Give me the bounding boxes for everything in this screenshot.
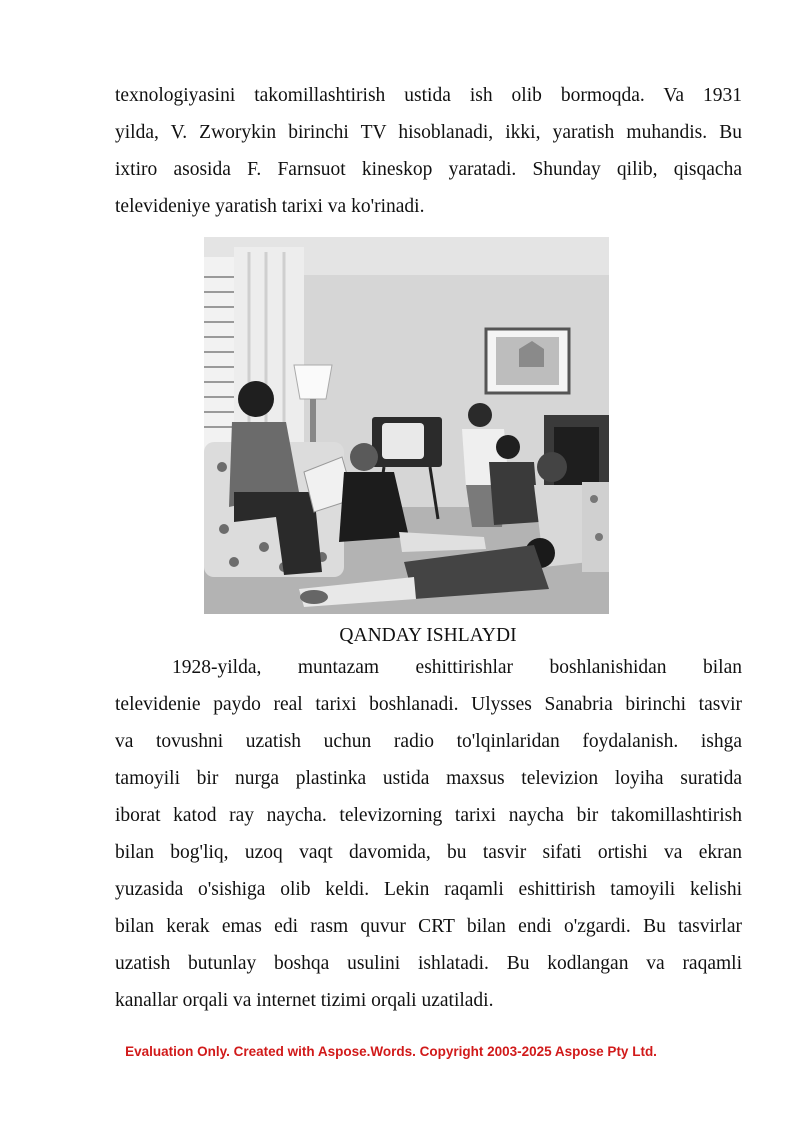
family-watching-television-photo xyxy=(204,237,609,614)
text-line: ixtiro asosida F. Farnsuot kineskop yaratadi. Shunday qilib, qisqacha xyxy=(115,159,742,180)
text-line: bilan bog'liq, uzoq vaqt davomida, bu tasvir sifati ortishi va ekran xyxy=(115,842,742,863)
text-line: 1928-yilda, muntazam eshittirishlar boshlanishidan bilan xyxy=(172,657,742,678)
text-line: bilan kerak emas edi rasm quvur CRT bilan endi o'zgardi. Bu tasvirlar xyxy=(115,916,742,937)
text-line: tamoyili bir nurga plastinka ustida maxsus televizion loyiha suratida xyxy=(115,768,742,789)
text-line: kanallar orqali va internet tizimi orqali uzatiladi. xyxy=(115,990,494,1011)
text-line: va tovushni uzatish uchun radio to'lqinlaridan foydalanish. ishga xyxy=(115,731,742,752)
text-line: yuzasida o'sishiga olib keldi. Lekin raqamli eshittirish tamoyili kelishi xyxy=(115,879,742,900)
text-line: iborat katod ray naycha. televizorning tarixi naycha bir takomillashtirish xyxy=(115,805,742,826)
text-line: televideniye yaratish tarixi va ko'rinadi. xyxy=(115,196,425,217)
evaluation-watermark: Evaluation Only. Created with Aspose.Words. Copyright 2003-2025 Aspose Pty Ltd. xyxy=(125,1044,657,1059)
paragraph-how-it-works xyxy=(115,649,742,1019)
figure-caption: QANDAY ISHLAYDI xyxy=(339,625,517,646)
text-line: texnologiyasini takomillashtirish ustida ish olib bormoqda. Va 1931 xyxy=(115,85,742,106)
paragraph-intro xyxy=(115,77,742,225)
text-line: yilda, V. Zworykin birinchi TV hisoblanadi, ikki, yaratish muhandis. Bu xyxy=(115,122,742,143)
text-line: televidenie paydo real tarixi boshlanadi. Ulysses Sanabria birinchi tasvir xyxy=(115,694,742,715)
text-line: uzatish butunlay boshqa usulini ishlatadi. Bu kodlangan va raqamli xyxy=(115,953,742,974)
